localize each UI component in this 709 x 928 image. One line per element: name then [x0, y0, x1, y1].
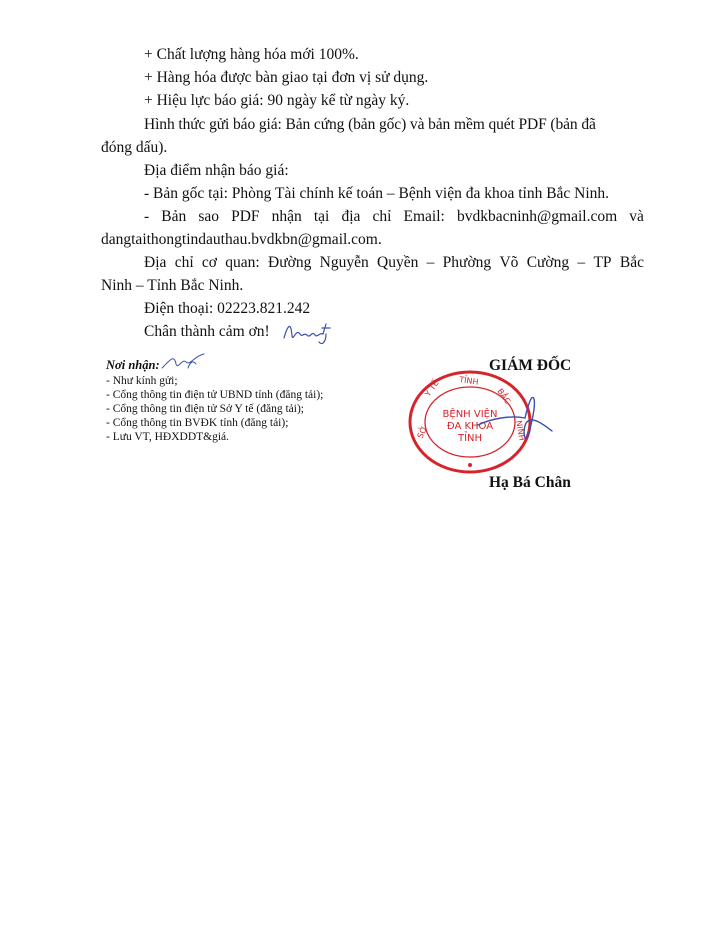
condition-quality: + Chất lượng hàng hóa mới 100%.	[144, 46, 359, 63]
svg-text:BẮC: BẮC	[495, 386, 513, 406]
word: Phường	[442, 254, 492, 271]
word: Địa	[144, 254, 167, 271]
recipient-item: - Lưu VT, HĐXDDT&giá.	[106, 431, 230, 443]
office-address-line2: Ninh – Tỉnh Bắc Ninh.	[101, 277, 244, 294]
recipients-initial-icon	[160, 350, 206, 374]
word: –	[577, 254, 586, 271]
word: -	[144, 208, 150, 225]
word: quan:	[225, 254, 260, 271]
word: nhận	[271, 208, 302, 225]
recipient-item: - Cổng thông tin điện tử UBND tỉnh (đăng tải);	[106, 389, 324, 401]
word: Bắc	[619, 254, 644, 271]
word: PDF	[231, 208, 260, 225]
word: Võ	[499, 254, 519, 271]
word: địa	[341, 208, 361, 225]
svg-text:NINH: NINH	[514, 419, 527, 442]
recipients-title: Nơi nhận:	[106, 358, 160, 372]
director-signature-icon	[470, 385, 560, 455]
phone-number: Điện thoại: 02223.821.242	[144, 300, 311, 317]
word: cơ	[201, 254, 217, 271]
email-secondary: dangtaithongtindauthau.bvdkbn@gmail.com.	[101, 231, 382, 248]
word: tại	[313, 208, 330, 225]
word: TP	[593, 254, 612, 271]
signer-name: Hạ Bá Chân	[489, 474, 571, 491]
word: Quyền	[377, 254, 419, 271]
svg-text:BỆNH VIỆN: BỆNH VIỆN	[442, 409, 498, 420]
svg-text:ĐA KHOA: ĐA KHOA	[446, 421, 494, 432]
word: và	[629, 208, 644, 225]
receive-pdf-line1	[144, 207, 644, 227]
word: Nguyễn	[319, 254, 369, 271]
email-primary: bvdkbacninh@gmail.com	[456, 208, 618, 225]
condition-delivery: + Hàng hóa được bàn giao tại đơn vị sử dụng.	[144, 69, 429, 86]
initial-signature-icon	[282, 318, 334, 348]
word: chỉ	[372, 208, 392, 225]
send-method-line1: Hình thức gửi báo giá: Bản cứng (bản gốc) và bản mềm quét PDF (bản đã	[144, 116, 596, 133]
recipient-item: - Cổng thông tin điện tử Sở Y tế (đăng tải);	[106, 403, 304, 415]
recipient-item: - Cổng thông tin BVĐK tỉnh (đăng tải);	[106, 417, 289, 429]
signer-position: GIÁM ĐỐC	[489, 357, 572, 374]
word: Bản	[161, 208, 187, 225]
send-method-line2: đóng dấu).	[101, 139, 168, 156]
svg-text:TỈNH: TỈNH	[458, 375, 480, 387]
recipient-item: - Như kính gửi;	[106, 375, 178, 387]
condition-validity: + Hiệu lực báo giá: 90 ngày kể từ ngày ký.	[144, 92, 410, 109]
word: chỉ	[174, 254, 194, 271]
closing-thanks: Chân thành cảm ơn!	[144, 323, 270, 340]
receive-original-address: - Bản gốc tại: Phòng Tài chính kế toán – Bệnh viện đa khoa tỉnh Bắc Ninh.	[144, 185, 610, 202]
word: Email:	[403, 208, 445, 225]
svg-text:TỈNH: TỈNH	[457, 433, 483, 444]
word: Cường	[526, 254, 570, 271]
word: sao	[198, 208, 219, 225]
office-address-line1	[144, 253, 644, 273]
receive-location-heading: Địa điểm nhận báo giá:	[144, 162, 289, 179]
word: –	[426, 254, 435, 271]
svg-text:Y TẾ: Y TẾ	[423, 378, 441, 399]
word: Đường	[268, 254, 312, 271]
svg-text:SỞ: SỞ	[415, 424, 430, 440]
